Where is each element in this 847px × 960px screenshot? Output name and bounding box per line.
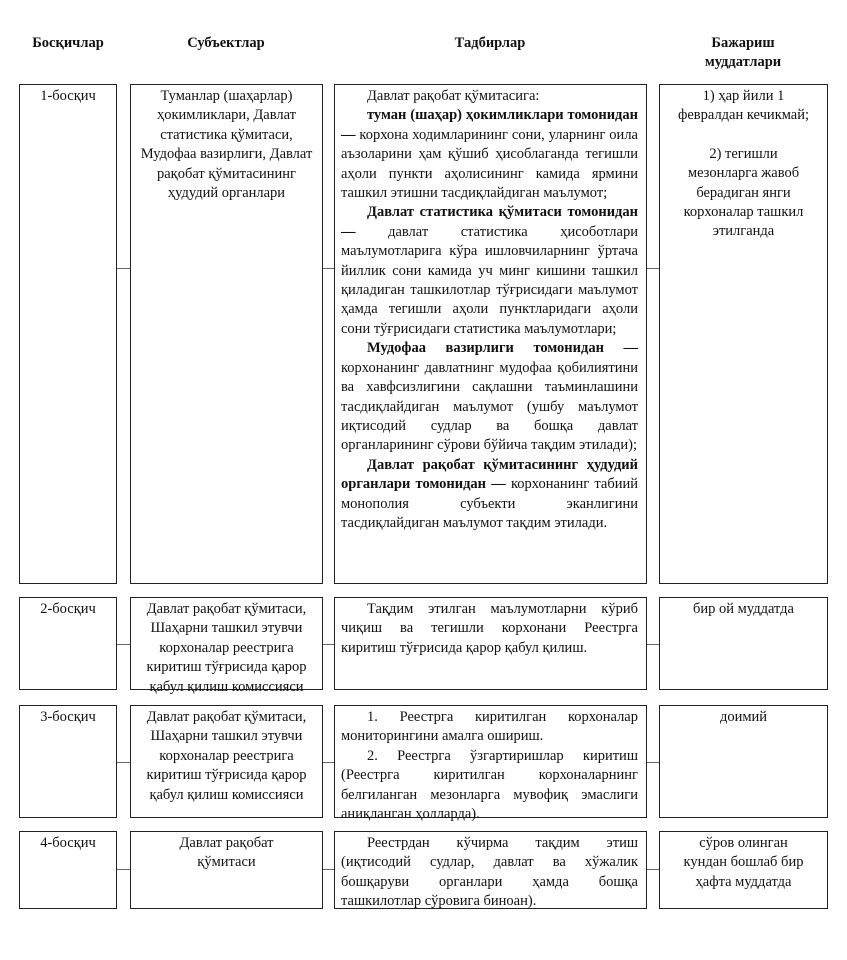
connector-1c [647,268,659,269]
subject-3-box [130,705,323,818]
connector-4a [117,869,130,870]
connector-4b [323,869,334,870]
connector-2c [647,644,659,645]
deadline-4-box [659,831,828,909]
measures-3-item-1: 1. Реестрга киритилган корхоналар мониторингини амалга ошириш. [341,709,638,745]
measures-1-item-3-text: корхонанинг давлатнинг мудофаа қобилиятини ва хавфсизлигини сақлашни таъминлашини тасдиқлайдиган маълумот (ушбу маълумот иқтисодий судлар ва бошқа давлат органларининг сўрови бўйича тақдим этилади); [341,359,638,454]
measures-1-box [334,84,647,584]
measures-1-item-2-actor: Давлат статистика қўмитаси томонидан — [341,204,638,240]
connector-1b [323,268,334,269]
stage-4-box [19,831,117,909]
stage-1-label: 1-босқич [40,88,96,104]
measures-1-item-3-actor: Мудофаа вазирлиги томонидан — [367,340,638,357]
header-measures: Тадбирлар [454,35,526,51]
stage-3-box [19,705,117,818]
deadline-3-box [659,705,828,818]
deadline-4-text: сўров олинган кундан бошлаб бир ҳафта муддатда [683,835,804,890]
deadline-1-part2: 2) тегишли мезонларга жавоб берадиган янги корхоналар ташкил этилганда [683,145,804,240]
header-deadlines [659,34,827,72]
measures-2-box [334,597,647,690]
measures-2-text: Тақдим этилган маълумотларни кўриб чиқиш ва тегишли корхонани Реестрга киритиш тўғрисида қарор қабул қилиш. [341,601,638,656]
measures-1-item-4-actor: Давлат рақобат қўмитасининг ҳудудий органлари томонидан — [341,456,638,493]
measures-1-item [341,339,638,455]
measures-4-box [334,831,647,909]
connector-1a [117,268,130,269]
header-deadlines-line1: Бажариш [711,35,775,51]
subject-1-text: Туманлар (шаҳарлар) ҳокимликлари, Давлат статистика қўмитаси, Мудофаа вазирлиги, Давлат рақобат қўмитасининг ҳудудий органлари [140,88,313,202]
connector-2a [117,644,130,645]
measures-1-item-4-text: корхонанинг табиий монополия субъекти эканлигини тасдиқлайдиган маълумот тақдим этилади. [341,476,638,531]
measures-3-item-2: 2. Реестрга ўзгартиришлар киритиш (Реестрга киритилган корхоналарнинг белгиланган мезонларга мувофиқ эмаслиги аниқланган ҳолларда). [341,747,638,823]
deadline-1-part1: 1) ҳар йили 1 февралдан кечикмай; [677,88,810,124]
connector-3b [323,762,334,763]
measures-1-item [341,203,638,339]
subject-4-text: Давлат рақобат қўмитаси [179,835,274,871]
subject-4-box [130,831,323,909]
stage-3-label: 3-босқич [40,709,96,725]
connector-3c [647,762,659,763]
subject-1-box [130,84,323,584]
measures-1-item-2-text: давлат статистика ҳисоботлари маълумотларига кўра ишловчиларнинг ўртача йиллик сони камида уч минг кишини ташкил қиладиган ташкилотлар тўғрисидаги маълумот ҳамда тегишли аҳоли пунктларидаги аҳоли сони тўғрисидаги статистика маълумотлари; [341,223,638,337]
connector-3a [117,762,130,763]
deadline-3-text: доимий [719,709,768,725]
measures-1-item-1-actor: туман (шаҳар) ҳокимликлари томонидан — [341,107,638,143]
deadline-2-box [659,597,828,690]
header-deadlines-line2: муддатлари [704,54,782,70]
header-stages: Босқичлар [32,35,104,51]
measures-1-item [341,456,638,534]
stage-2-label: 2-босқич [40,601,96,617]
stage-4-label: 4-босқич [40,835,96,851]
stage-2-box [19,597,117,690]
subject-2-box [130,597,323,695]
header-subjects: Субъектлар [187,35,265,51]
subject-2-text: Давлат рақобат қўмитаси, Шаҳарни ташкил этувчи корхоналар реестрига киритиш тўғрисида қарор қабул қилиш комиссияси [146,601,307,695]
deadline-1-box [659,84,828,584]
measures-3-box [334,705,647,823]
connector-2b [323,644,334,645]
measures-4-text: Реестрдан кўчирма тақдим этиш (иқтисодий судлар, давлат ва хўжалик бошқаруви органлари ҳамда бошқа ташкилотлар сўровига биноан). [341,835,638,910]
measures-1-intro: Давлат рақобат қўмитасига: [367,88,540,104]
connector-4c [647,869,659,870]
measures-1-item [341,106,638,203]
measures-1-item-1-text: корхона ходимларининг сони, уларнинг оила аъзоларини ҳам қўшиб ҳисоблаганда тегишли аҳоли пункти аҳолисининг камида ярмини ташкил этишни тасдиқлайдиган маълумот; [341,126,638,202]
deadline-2-text: бир ой муддатда [693,601,794,617]
stage-1-box [19,84,117,584]
subject-3-text: Давлат рақобат қўмитаси, Шаҳарни ташкил этувчи корхоналар реестрига киритиш тўғрисида қарор қабул қилиш комиссияси [146,709,307,803]
